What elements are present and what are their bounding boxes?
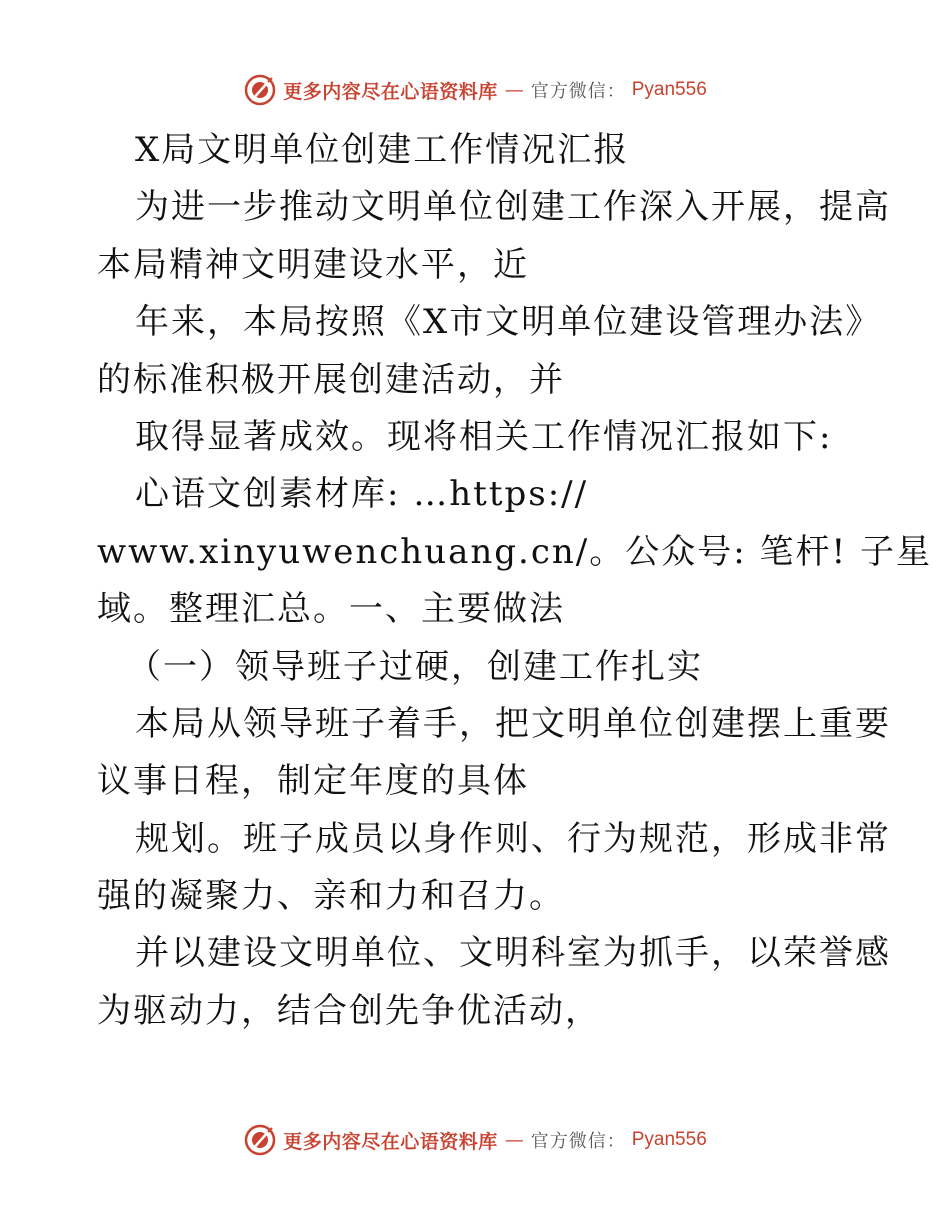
subsection-heading: （一）领导班子过硬，创建工作扎实 xyxy=(127,646,703,687)
watermark-dash: — xyxy=(504,79,524,101)
pen-seal-icon xyxy=(243,1123,277,1157)
pen-seal-icon xyxy=(243,73,277,107)
paragraph-line: 年来，本局按照《X市文明单位建设管理办法》 xyxy=(135,302,882,343)
paragraph-line: 为驱动力，结合创先争优活动， xyxy=(97,990,601,1031)
document-title: X局文明单位创建工作情况汇报 xyxy=(135,130,630,170)
paragraph-line: 强的凝聚力、亲和力和召力。 xyxy=(97,876,565,917)
paragraph-line: 的标准积极开展创建活动，并 xyxy=(97,359,565,400)
watermark-main-text: 更多内容尽在心语资料库 xyxy=(283,1130,498,1153)
footer-watermark xyxy=(0,1120,950,1160)
watermark-dash: — xyxy=(504,1129,524,1151)
paragraph-line: 本局精神文明建设水平，近 xyxy=(97,244,529,285)
watermark-wechat-id: Pyan556 xyxy=(631,79,707,100)
paragraph-line: 取得显著成效。现将相关工作情况汇报如下: xyxy=(135,416,833,457)
watermark-label: 官方微信： xyxy=(530,81,626,102)
paragraph-line: 规划。班子成员以身作则、行为规范，形成非常 xyxy=(135,818,891,859)
paragraph-line: 并以建设文明单位、文明科室为抓手，以荣誉感 xyxy=(135,933,891,974)
section-heading: 域。整理汇总。一、主要做法 xyxy=(97,589,565,630)
watermark-group xyxy=(243,73,707,107)
paragraph-line: 为进一步推动文明单位创建工作深入开展，提高 xyxy=(135,187,891,228)
paragraph-line: 议事日程，制定年度的具体 xyxy=(97,761,529,802)
paragraph-line: 心语文创素材库: …https:// xyxy=(135,474,589,515)
watermark-label: 官方微信： xyxy=(530,1131,626,1152)
watermark-wechat-id: Pyan556 xyxy=(631,1129,707,1150)
paragraph-line: 本局从领导班子着手，把文明单位创建摆上重要 xyxy=(135,703,891,744)
header-watermark xyxy=(0,70,950,110)
watermark-group xyxy=(243,1123,707,1157)
document-body xyxy=(97,122,932,1040)
watermark-main-text: 更多内容尽在心语资料库 xyxy=(283,80,498,103)
paragraph-line: www.xinyuwenchuang.cn/。公众号: 笔杆! 子星 xyxy=(97,531,932,572)
